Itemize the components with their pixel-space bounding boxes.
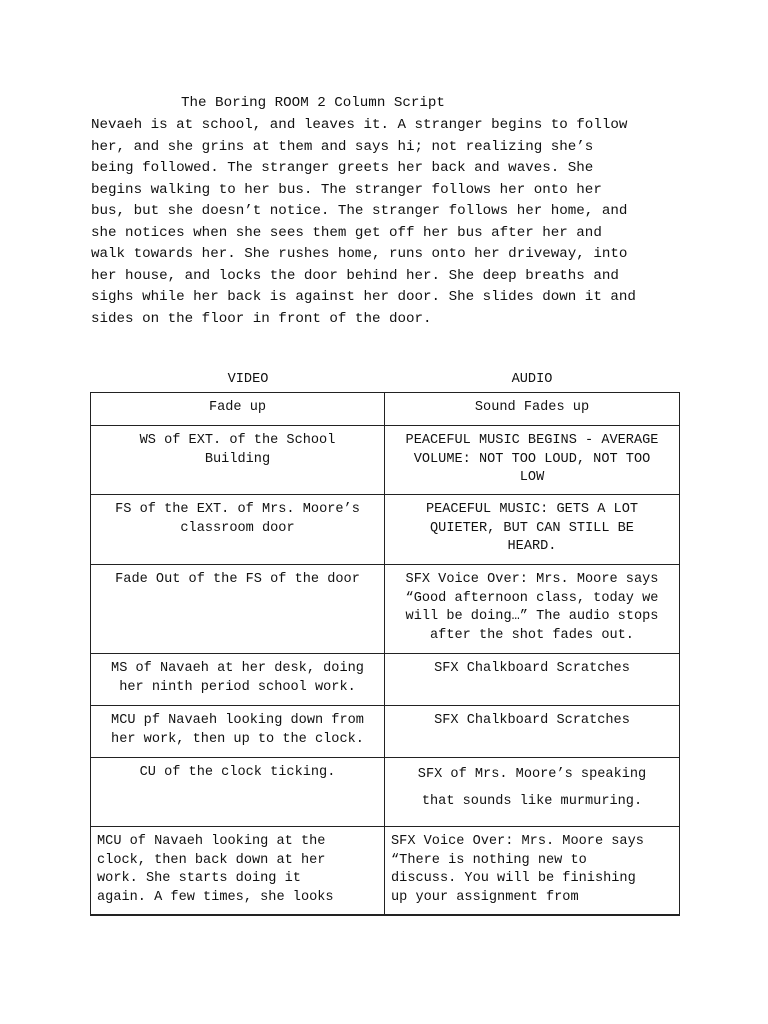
document-title: The Boring ROOM 2 Column Script [181,95,445,111]
video-cell-line: again. A few times, she looks [97,889,334,905]
video-cell-line: work. She starts doing it [97,871,301,886]
audio-cell-line: HEARD. [507,539,557,554]
video-cell-line: FS of the EXT. of Mrs. Moore’s [115,502,360,517]
video-column-header: VIDEO [227,372,269,387]
audio-cell-line: discuss. You will be finishing [391,871,636,886]
video-cell [91,706,385,758]
video-cell-line: MS of Navaeh at her desk, doing [111,661,364,676]
video-cell [91,495,385,565]
synopsis-line: walk towards her. She rushes home, runs onto her driveway, into [91,246,628,262]
audio-cell-line: LOW [519,470,545,485]
video-cell-line: her ninth period school work. [119,679,356,695]
video-cell-line: Fade up [208,400,267,415]
audio-cell-line: Sound Fades up [474,400,590,415]
audio-cell-line: SFX Chalkboard Scratches [434,661,630,676]
audio-cell-line: that sounds like murmuring. [421,794,643,809]
audio-cell [385,827,680,915]
two-column-script-table [90,392,680,916]
video-cell-line: WS of EXT. of the School [139,433,336,448]
video-cell-line: Fade Out of the FS of the door [115,572,360,587]
audio-cell [385,495,680,565]
audio-cell-line: VOLUME: NOT TOO LOUD, NOT TOO [413,451,651,467]
audio-cell [385,706,680,758]
synopsis-line: being followed. The stranger greets her back and waves. She [91,160,594,176]
synopsis-line: bus, but she doesn’t notice. The stranger follows her home, and [91,203,628,219]
audio-cell-line: PEACEFUL MUSIC BEGINS - AVERAGE [405,433,659,448]
video-cell [91,565,385,654]
synopsis-line: begins walking to her bus. The stranger follows her onto her [91,181,602,198]
table-row [91,393,680,426]
audio-cell [385,565,680,654]
audio-cell-line: after the shot fades out. [430,627,634,643]
video-cell-line: CU of the clock ticking. [139,765,336,780]
video-cell-line: classroom door [180,520,295,536]
audio-cell-line: PEACEFUL MUSIC: GETS A LOT [425,502,639,517]
synopsis-line: her, and she grins at them and says hi; not realizing she’s [91,138,594,155]
audio-cell-line: SFX of Mrs. Moore’s speaking [417,767,647,782]
audio-cell [385,654,680,706]
audio-cell-line: SFX Chalkboard Scratches [434,713,630,728]
synopsis-paragraph [91,115,691,330]
video-cell-line: clock, then back down at her [97,852,326,868]
synopsis-line: sides on the floor in front of the door. [91,310,432,327]
table-row [91,706,680,758]
audio-cell [385,393,680,426]
video-cell-line: MCU pf Navaeh looking down from [111,713,364,728]
audio-cell-line: SFX Voice Over: Mrs. Moore says [391,834,644,849]
table-row [91,565,680,654]
audio-cell-line: will be doing…” The audio stops [405,609,659,624]
audio-cell-line: SFX Voice Over: Mrs. Moore says [405,572,659,587]
video-cell-line: Building [204,451,271,467]
table-row [91,758,680,827]
video-cell [91,827,385,915]
table-row [91,495,680,565]
audio-cell-line: “There is nothing new to [391,852,587,868]
video-cell-line: MCU of Navaeh looking at the [97,834,326,849]
video-cell [91,426,385,495]
synopsis-line: sighs while her back is against her door. She slides down it and [91,289,636,305]
synopsis-line: her house, and locks the door behind her. She deep breaths and [91,267,619,284]
video-cell [91,654,385,706]
video-cell [91,758,385,827]
table-row [91,654,680,706]
video-cell-line: her work, then up to the clock. [111,731,364,747]
audio-cell [385,758,680,827]
audio-cell-line: QUIETER, BUT CAN STILL BE [430,520,634,536]
table-row [91,426,680,495]
synopsis-line: she notices when she sees them get off her bus after her and [91,224,602,241]
table-row [91,827,680,915]
synopsis-line: Nevaeh is at school, and leaves it. A stranger begins to follow [91,117,628,133]
audio-cell-line: up your assignment from [391,889,579,905]
audio-cell [385,426,680,495]
video-cell [91,393,385,426]
audio-cell-line: “Good afternoon class, today we [405,590,659,606]
audio-column-header: AUDIO [511,372,553,387]
